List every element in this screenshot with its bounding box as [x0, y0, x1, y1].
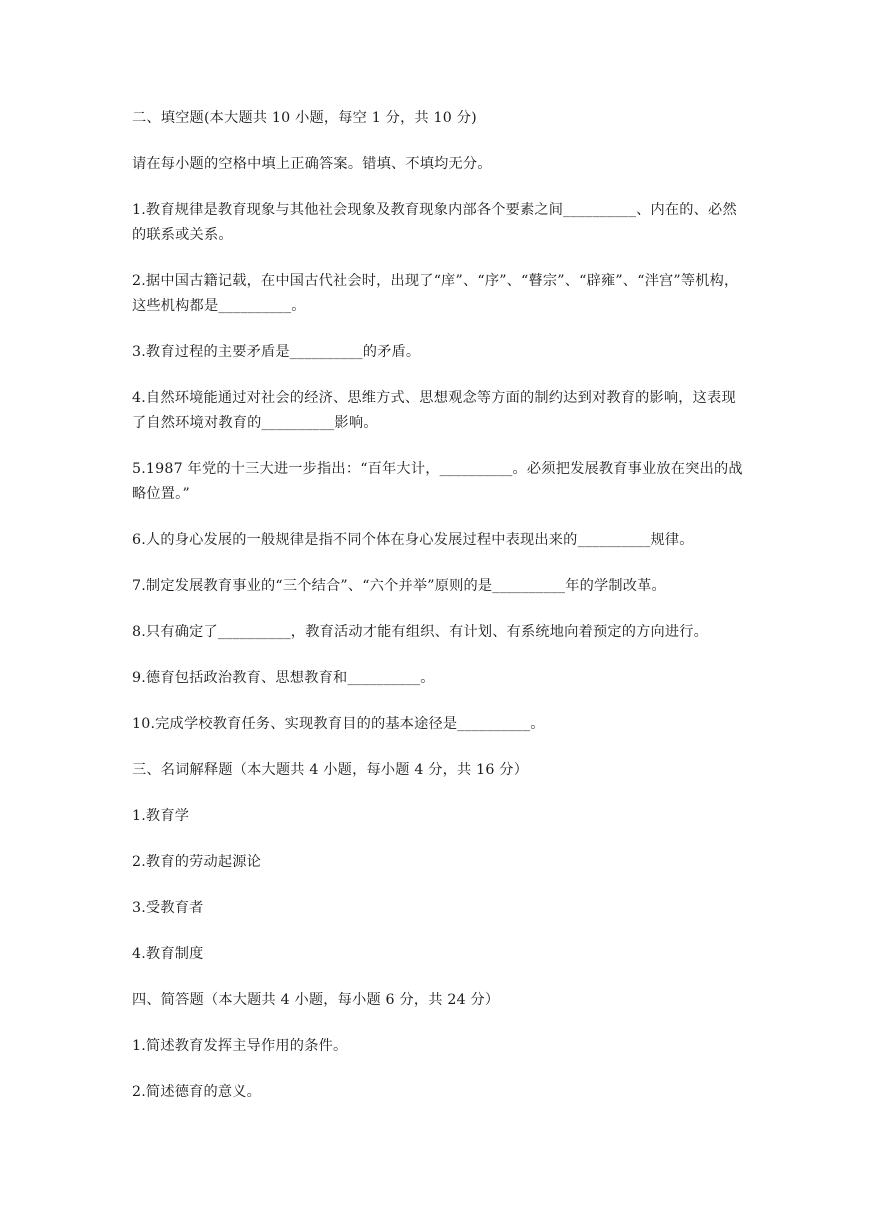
short-answer-question-2: 2.简述德育的意义。: [132, 1084, 262, 1100]
fill-question-1: 1.教育规律是教育现象与其他社会现象及教育现象内部各个要素之间__________、内在的、必然的联系或关系。: [132, 202, 737, 243]
term-question-2: 2.教育的劳动起源论: [132, 854, 262, 870]
fill-question-5: 5.1987 年党的十三大进一步指出：“百年大计，__________。必须把发展教育事业放在突出的战略位置。”: [132, 461, 743, 502]
section-2-instruction: 请在每小题的空格中填上正确答案。错填、不填均无分。: [132, 156, 492, 172]
section-3-heading: 三、名词解释题（本大题共 4 小题，每小题 4 分，共 16 分）: [132, 762, 529, 778]
term-question-3: 3.受教育者: [132, 900, 204, 916]
fill-question-4: 4.自然环境能通过对社会的经济、思维方式、思想观念等方面的制约达到对教育的影响，这表现了自然环境对教育的__________影响。: [132, 390, 736, 431]
fill-question-2: 2.据中国古籍记载，在中国古代社会时，出现了“庠”、“序”、“瞽宗”、“辟雍”、“泮宫”等机构，这些机构都是__________。: [132, 273, 739, 314]
section-4-heading: 四、简答题（本大题共 4 小题，每小题 6 分，共 24 分）: [132, 992, 500, 1008]
fill-question-8: 8.只有确定了__________，教育活动才能有组织、有计划、有系统地向着预定的方向进行。: [132, 624, 709, 640]
fill-question-3: 3.教育过程的主要矛盾是__________的矛盾。: [132, 344, 421, 360]
short-answer-question-1: 1.简述教育发挥主导作用的条件。: [132, 1038, 348, 1054]
fill-question-6: 6.人的身心发展的一般规律是指不同个体在身心发展过程中表现出来的__________规律。: [132, 532, 694, 548]
fill-question-9: 9.德育包括政治教育、思想教育和__________。: [132, 670, 435, 686]
fill-question-7: 7.制定发展教育事业的“三个结合”、“六个并举”原则的是__________年的学制改革。: [132, 578, 666, 594]
document-content: [132, 106, 744, 1126]
section-2-heading: 二、填空题(本大题共 10 小题，每空 1 分，共 10 分): [132, 110, 477, 126]
fill-question-10: 10.完成学校教育任务、实现教育目的的基本途径是__________。: [132, 716, 545, 732]
term-question-1: 1.教育学: [132, 808, 190, 824]
term-question-4: 4.教育制度: [132, 946, 204, 962]
